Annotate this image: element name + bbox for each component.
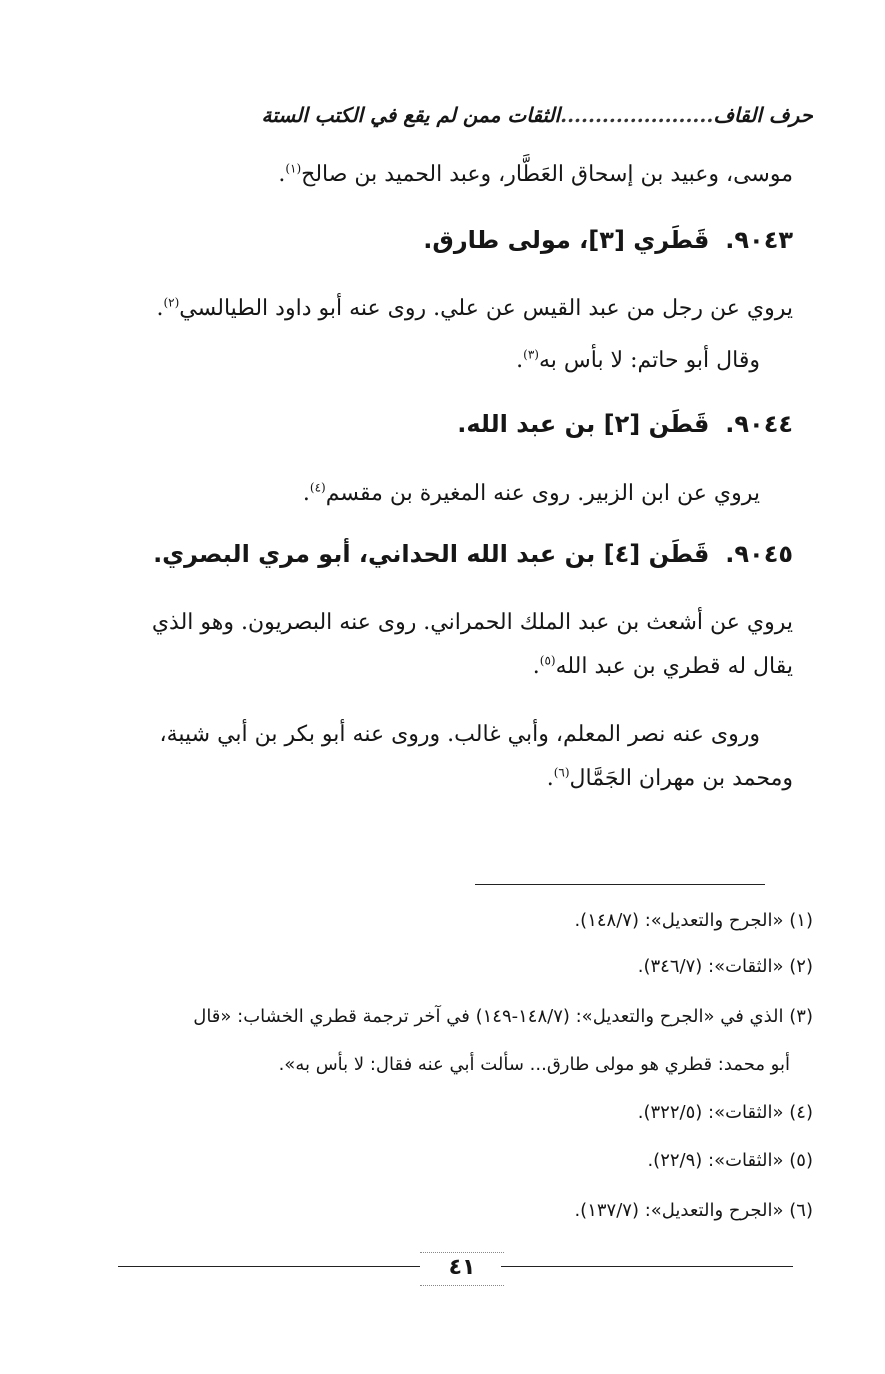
entry-paragraph: يروي عن رجل من عبد القيس عن علي. روى عنه أبو داود الطيالسي$^{(٢)}$. — [156, 295, 793, 321]
footnote-3-cont: أبو محمد: قطري هو مولى طارق... سألت أبي عنه فقال: لا بأس به». — [278, 1054, 790, 1075]
entry-paragraph: يروي عن أشعث بن عبد الملك الحمراني. روى عنه البصريون. وهو الذي — [151, 610, 793, 635]
footnote-6: (٦) «الجرح والتعديل»: (١٣٧/٧). — [574, 1200, 813, 1221]
continuation-line: موسى، وعبيد بن إسحاق العَطَّار، وعبد الحميد بن صالح$^{(١)}$. — [278, 161, 793, 187]
entry-name: قَطَن [٤] بن عبد الله الحداني، أبو مري البصري. — [153, 540, 710, 568]
page-number: ٤١ — [420, 1252, 504, 1286]
entry-name: قَطَن [٢] بن عبد الله. — [457, 410, 710, 438]
entry-paragraph-cont: يقال له قطري بن عبد الله$^{(٥)}$. — [532, 653, 793, 679]
entry-heading-9045 — [153, 536, 793, 572]
footnote-ref: (٦) — [553, 765, 570, 780]
footnote-4: (٤) «الثقات»: (٣٢٢/٥). — [637, 1102, 813, 1123]
entry-paragraph: يروي عن ابن الزبير. روى عنه المغيرة بن مقسم$^{(٤)}$. — [302, 480, 760, 506]
entry-number: ٩٠٤٣. — [725, 226, 793, 254]
footnote-1: (١) «الجرح والتعديل»: (١٤٨/٧). — [574, 910, 813, 931]
entry-heading-9043 — [423, 222, 793, 258]
footnote-separator — [475, 884, 765, 885]
entry-heading-9044 — [457, 406, 793, 442]
entry-name: قَطَري [٣]، مولى طارق. — [423, 226, 710, 254]
entry-paragraph: وروى عنه نصر المعلم، وأبي غالب. وروى عنه أبو بكر بن أبي شيبة، — [159, 722, 760, 747]
header-chapter: حرف القاف — [713, 103, 813, 127]
footnote-ref: (١) — [285, 161, 302, 176]
footnote-ref: (٤) — [309, 480, 326, 495]
footnote-ref: (٣) — [523, 347, 539, 362]
footnote-5: (٥) «الثقات»: (٢٢/٩). — [647, 1150, 813, 1171]
footnote-3: (٣) الذي في «الجرح والتعديل»: (١٤٨/٧-١٤٩) في آخر ترجمة قطري الخشاب: «قال — [193, 1006, 813, 1027]
entry-paragraph: وقال أبو حاتم: لا بأس به$^{(٣)}$. — [516, 347, 760, 373]
header-title: الثقات ممن لم يقع في الكتب الستة — [261, 103, 561, 127]
footer-rule-left — [118, 1266, 420, 1267]
entry-number: ٩٠٤٤. — [725, 410, 793, 438]
footer-rule-right — [501, 1266, 793, 1267]
footnote-ref: (٢) — [163, 295, 180, 310]
header-dots: ...................... — [560, 103, 714, 127]
footnote-ref: (٥) — [539, 653, 556, 668]
footnote-2: (٢) «الثقات»: (٣٤٦/٧). — [637, 956, 813, 977]
entry-paragraph-cont: ومحمد بن مهران الجَمَّال$^{(٦)}$. — [546, 765, 793, 791]
entry-number: ٩٠٤٥. — [725, 540, 793, 568]
running-header — [69, 100, 813, 130]
